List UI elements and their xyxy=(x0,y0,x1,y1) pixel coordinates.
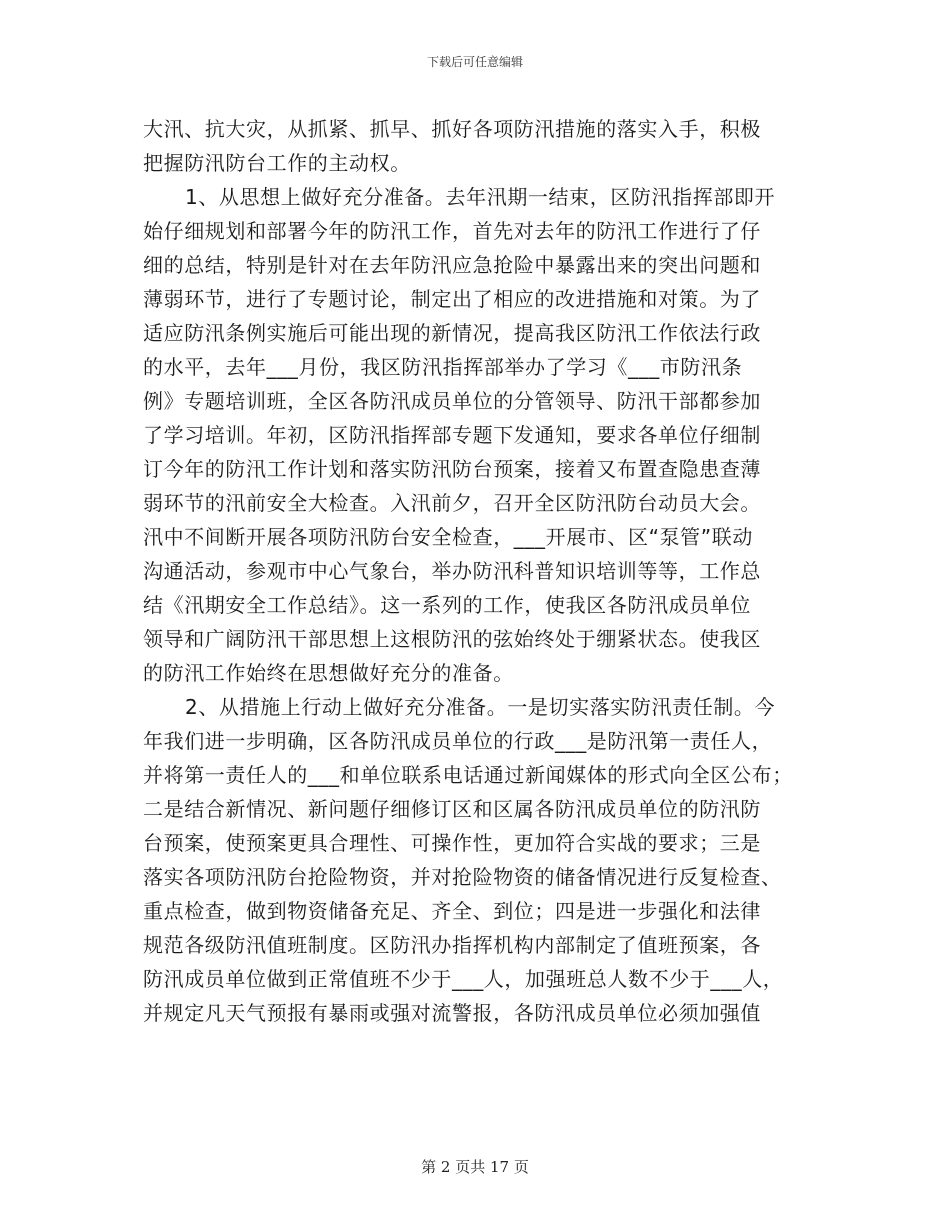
text-line: 落实各项防汛防台抢险物资，并对抢险物资的储备情况进行反复检查、 xyxy=(143,865,782,889)
paragraph-start-line: 1、从思想上做好充分准备。去年汛期一结束，区防汛指挥部即开 xyxy=(185,185,776,209)
document-body xyxy=(143,112,811,1030)
text-line: 二是结合新情况、新问题仔细修订区和区属各防汛成员单位的防汛防 xyxy=(143,797,761,821)
text-line: 年我们进一步明确，区各防汛成员单位的行政___是防汛第一责任人， xyxy=(143,729,773,753)
text-line: 台预案，使预案更具合理性、可操作性，更加符合实战的要求；三是 xyxy=(143,831,761,855)
page-footer: 第 2 页共 17 页 xyxy=(421,1158,529,1176)
text-line: 适应防汛条例实施后可能出现的新情况，提高我区防汛工作依法行政 xyxy=(143,321,761,345)
text-line: 规范各级防汛值班制度。区防汛办指挥机构内部制定了值班预案，各 xyxy=(143,933,761,957)
text-line: 薄弱环节，进行了专题讨论，制定出了相应的改进措施和对策。为了 xyxy=(143,287,761,311)
text-line: 把握防汛防台工作的主动权。 xyxy=(143,151,411,175)
text-line: 汛中不间断开展各项防汛防台安全检查，___开展市、区“泵管”联动 xyxy=(143,525,753,549)
text-line: 的防汛工作始终在思想做好充分的准备。 xyxy=(143,661,514,685)
text-line: 弱环节的汛前安全大检查。入汛前夕，召开全区防汛防台动员大会。 xyxy=(143,491,761,515)
text-line: 防汛成员单位做到正常值班不少于___人，加强班总人数不少于___人， xyxy=(143,967,784,991)
text-line: 始仔细规划和部署今年的防汛工作，首先对去年的防汛工作进行了仔 xyxy=(143,219,761,243)
text-line: 例》专题培训班，全区各防汛成员单位的分管领导、防汛干部都参加 xyxy=(143,389,761,413)
text-line: 并规定凡天气预报有暴雨或强对流警报，各防汛成员单位必须加强值 xyxy=(143,1001,761,1025)
text-line: 结《汛期安全工作总结》。这一系列的工作，使我区各防汛成员单位 xyxy=(143,593,751,617)
text-line: 重点检查，做到物资储备充足、齐全、到位；四是进一步强化和法律 xyxy=(143,899,761,923)
text-line: 订今年的防汛工作计划和落实防汛防台预案，接着又布置查隐患查薄 xyxy=(143,457,761,481)
text-line: 了学习培训。年初，区防汛指挥部专题下发通知，要求各单位仔细制 xyxy=(143,423,761,447)
text-line: 细的总结，特别是针对在去年防汛应急抢险中暴露出来的突出问题和 xyxy=(143,253,761,277)
paragraph-start-line: 2、从措施上行动上做好充分准备。一是切实落实防汛责任制。今 xyxy=(185,695,776,719)
text-line: 沟通活动，参观市中心气象台，举办防汛科普知识培训等等，工作总 xyxy=(143,559,761,583)
text-line: 并将第一责任人的___和单位联系电话通过新闻媒体的形式向全区公布； xyxy=(143,763,793,787)
page-header: 下载后可任意编辑 xyxy=(426,55,523,69)
text-line: 大汛、抗大灾，从抓紧、抓早、抓好各项防汛措施的落实入手，积极 xyxy=(143,117,761,141)
text-line: 的水平，去年___月份，我区防汛指挥部举办了学习《___市防汛条 xyxy=(143,355,743,379)
text-line: 领导和广阔防汛干部思想上这根防汛的弦始终处于绷紧状态。使我区 xyxy=(143,627,761,651)
